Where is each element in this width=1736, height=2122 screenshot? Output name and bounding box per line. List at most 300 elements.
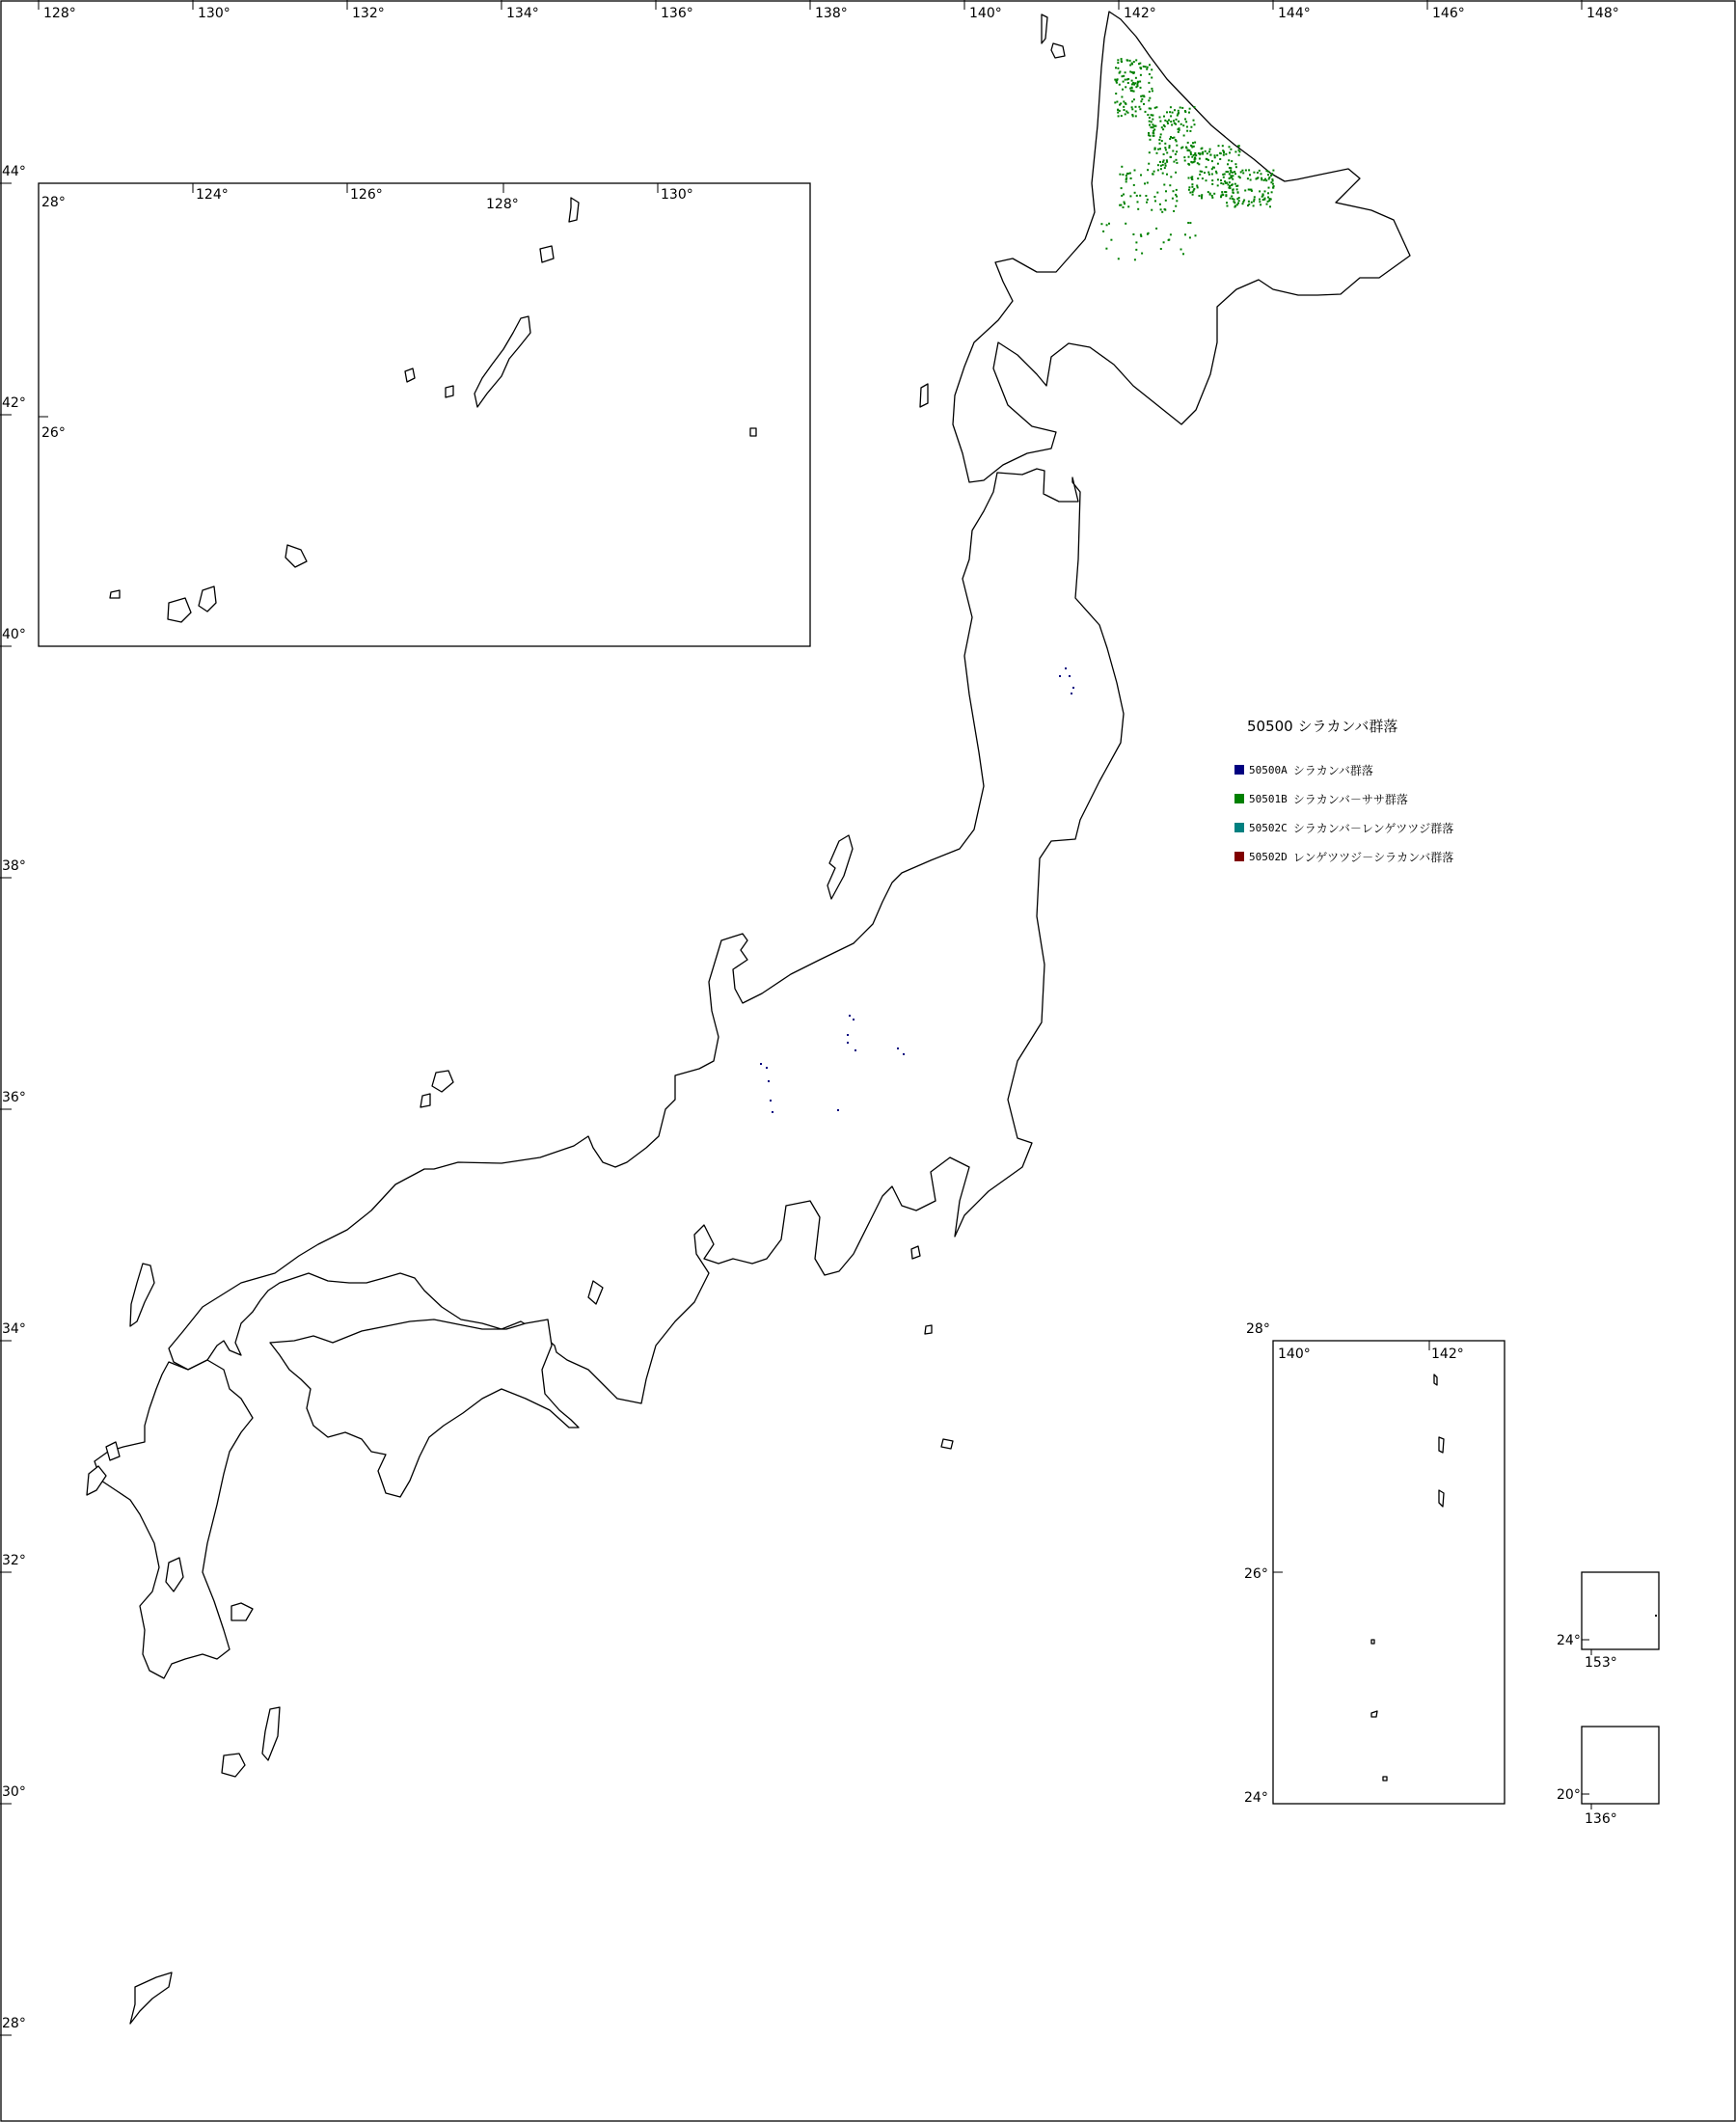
birch-sasa-community-point: [1200, 171, 1202, 173]
birch-sasa-community-point: [1102, 231, 1104, 232]
birch-sasa-community-point: [1146, 202, 1148, 204]
birch-sasa-community-point: [1119, 174, 1121, 176]
birch-sasa-community-point: [1207, 191, 1209, 193]
kyushu-outline: [95, 1360, 253, 1678]
birch-sasa-community-point: [1251, 202, 1253, 204]
birch-sasa-community-point: [1227, 163, 1229, 165]
birch-sasa-community-point: [1202, 177, 1204, 179]
hokkaido-outline: [953, 12, 1410, 482]
birch-sasa-community-point: [1190, 126, 1192, 128]
ogasawara-inset-lon-142-label: 142°: [1431, 1347, 1464, 1362]
birch-sasa-community-point: [1181, 107, 1183, 109]
birch-sasa-community-point: [1165, 200, 1167, 202]
birch-sasa-community-point: [1148, 99, 1150, 101]
birch-sasa-community-point: [1238, 150, 1240, 151]
birch-community-point: [768, 1080, 770, 1082]
birch-sasa-community-point: [1245, 170, 1247, 172]
birch-sasa-community-point: [1195, 234, 1197, 236]
birch-sasa-community-point: [1270, 199, 1272, 201]
legend-swatch: [1234, 794, 1244, 803]
birch-sasa-community-point: [1192, 194, 1194, 196]
birch-sasa-community-point: [1229, 146, 1231, 148]
birch-sasa-community-point: [1202, 151, 1204, 153]
birch-sasa-community-point: [1244, 190, 1246, 192]
birch-sasa-community-point: [1149, 107, 1151, 109]
birch-sasa-community-point: [1169, 145, 1171, 147]
birch-sasa-community-point: [1176, 159, 1178, 161]
legend-label: シラカンバ－レンゲツツジ群落: [1292, 821, 1454, 835]
birch-sasa-community-point: [1149, 121, 1151, 122]
birch-sasa-community-point: [1134, 170, 1136, 172]
birch-sasa-community-point: [1180, 107, 1181, 109]
birch-sasa-community-point: [1270, 175, 1272, 177]
birch-sasa-community-point: [1235, 166, 1237, 168]
birch-sasa-community-point: [1170, 106, 1172, 108]
legend-title: 50500 シラカンバ群落: [1247, 718, 1398, 735]
birch-sasa-community-point: [1166, 151, 1168, 153]
birch-community-point: [837, 1109, 839, 1111]
okinawa-inset-lat-28-label: 28°: [41, 195, 66, 210]
birch-sasa-community-point: [1261, 173, 1262, 175]
birch-sasa-community-point: [1253, 201, 1255, 203]
birch-sasa-community-point: [1157, 169, 1159, 171]
ogasawara-inset-frame: [1273, 1341, 1505, 1804]
birch-sasa-community-point: [1201, 197, 1203, 199]
birch-sasa-community-point: [1159, 117, 1161, 119]
birch-sasa-community-point: [1126, 178, 1127, 180]
birch-sasa-community-point: [1151, 77, 1153, 79]
birch-sasa-community-point: [1201, 148, 1203, 150]
birch-sasa-community-point: [1123, 100, 1125, 102]
birch-sasa-community-point: [1125, 86, 1126, 88]
birch-sasa-community-point: [1184, 119, 1186, 121]
birch-sasa-community-point: [1179, 129, 1180, 131]
tanegashima-island: [262, 1707, 280, 1760]
ogasawara-inset-lon-140-label: 140°: [1278, 1347, 1311, 1362]
birch-sasa-community-point: [1248, 204, 1250, 205]
birch-sasa-community-point: [1119, 104, 1121, 106]
birch-sasa-community-point: [1121, 166, 1123, 168]
birch-sasa-community-point: [1234, 163, 1236, 165]
birch-sasa-community-point: [1172, 112, 1174, 114]
amami-oshima-island: [130, 1972, 172, 2024]
longitude-label: 138°: [815, 6, 848, 21]
birch-sasa-community-point: [1160, 165, 1162, 167]
birch-sasa-community-point: [1211, 160, 1213, 162]
birch-sasa-community-point: [1261, 177, 1262, 179]
latitude-label: 34°: [2, 1321, 26, 1337]
birch-sasa-community-point: [1183, 135, 1185, 137]
shikoku-outline: [270, 1319, 579, 1497]
birch-sasa-community-point: [1197, 186, 1199, 188]
birch-sasa-community-point: [1214, 154, 1216, 156]
birch-sasa-community-point: [1145, 195, 1147, 197]
birch-sasa-community-point: [1170, 121, 1172, 122]
birch-sasa-community-point: [1189, 236, 1191, 238]
birch-sasa-community-point: [1259, 190, 1261, 192]
birch-sasa-community-point: [1234, 202, 1235, 204]
birch-sasa-community-point: [1211, 174, 1213, 176]
birch-sasa-community-point: [1238, 200, 1240, 202]
birch-sasa-community-point: [1152, 119, 1153, 121]
birch-community-point: [1072, 687, 1074, 689]
birch-sasa-community-point: [1257, 177, 1259, 179]
birch-sasa-community-point: [1117, 109, 1119, 111]
birch-sasa-community-point: [1151, 88, 1153, 90]
birch-sasa-community-point: [1186, 126, 1188, 128]
birch-community-point: [1065, 667, 1067, 669]
birch-sasa-community-point: [1223, 177, 1225, 178]
birch-sasa-community-point: [1268, 178, 1270, 180]
birch-sasa-community-point: [1189, 108, 1191, 110]
birch-sasa-community-point: [1209, 194, 1211, 196]
legend-item-50502c: [1234, 813, 1524, 842]
birch-sasa-community-point: [1133, 84, 1135, 86]
birch-sasa-community-point: [1170, 136, 1172, 138]
birch-sasa-community-point: [1125, 223, 1126, 225]
longitude-label: 142°: [1124, 6, 1156, 21]
birch-sasa-community-point: [1149, 91, 1151, 93]
longitude-label: 144°: [1278, 6, 1311, 21]
birch-sasa-community-point: [1151, 121, 1153, 122]
birch-sasa-community-point: [1165, 190, 1167, 192]
birch-sasa-community-point: [1266, 170, 1268, 172]
birch-sasa-community-point: [1122, 75, 1124, 77]
longitude-label: 132°: [352, 6, 385, 21]
birch-sasa-community-point: [1187, 163, 1189, 165]
latitude-label: 30°: [2, 1784, 26, 1800]
birch-sasa-community-point: [1168, 147, 1170, 149]
birch-sasa-community-point: [1155, 106, 1157, 108]
birch-sasa-community-point: [1176, 200, 1178, 202]
birch-sasa-community-point: [1193, 188, 1195, 190]
birch-sasa-community-point: [1199, 174, 1201, 176]
birch-sasa-community-point: [1173, 190, 1175, 192]
birch-sasa-community-point: [1178, 131, 1180, 133]
birch-sasa-community-point: [1176, 189, 1178, 191]
birch-sasa-community-point: [1137, 81, 1139, 83]
birch-sasa-community-point: [1127, 205, 1129, 207]
birch-sasa-community-point: [1225, 195, 1227, 197]
birch-sasa-community-point: [1147, 169, 1149, 171]
birch-sasa-community-point: [1247, 177, 1249, 179]
birch-sasa-community-point: [1265, 179, 1267, 181]
sado-island: [827, 835, 853, 899]
birch-sasa-community-point: [1161, 140, 1163, 142]
birch-sasa-community-point: [1135, 106, 1137, 108]
okinawa-inset-lon-130-label: 130°: [661, 187, 693, 203]
birch-sasa-community-point: [1163, 159, 1165, 161]
minamitorishima-inset: [1557, 1572, 1659, 1671]
birch-sasa-community-point: [1121, 115, 1123, 117]
okinawa-inset-lon-126-label: 126°: [350, 187, 383, 203]
birch-sasa-community-point: [1160, 208, 1162, 210]
birch-sasa-community-point: [1131, 108, 1133, 110]
birch-sasa-community-point: [1207, 158, 1208, 160]
birch-sasa-community-point: [1193, 154, 1195, 156]
birch-sasa-community-point: [1175, 205, 1177, 207]
ogasawara-inset-lat-26-label: 26°: [1244, 1566, 1268, 1582]
legend-swatch: [1234, 823, 1244, 832]
birch-sasa-community-point: [1237, 145, 1239, 147]
birch-sasa-community-point: [1187, 222, 1189, 224]
birch-sasa-community-point: [1187, 142, 1189, 144]
birch-sasa-community-point: [1159, 204, 1161, 205]
birch-sasa-community-point: [1129, 195, 1131, 197]
birch-sasa-community-point: [1164, 208, 1166, 210]
birch-sasa-community-point: [1143, 103, 1145, 105]
birch-sasa-community-point: [1222, 145, 1224, 147]
daito-islands: [750, 428, 756, 436]
birch-sasa-community-point: [1152, 90, 1153, 92]
birch-sasa-community-point: [1161, 211, 1163, 213]
birch-sasa-community-point: [1192, 142, 1194, 144]
birch-sasa-community-point: [1228, 187, 1230, 189]
birch-sasa-community-point: [1229, 177, 1231, 179]
birch-sasa-community-point: [1176, 150, 1178, 152]
honshu-outline: [169, 469, 1124, 1403]
birch-sasa-community-point: [1139, 108, 1141, 110]
birch-sasa-community-point: [1130, 177, 1132, 179]
birch-sasa-community-point: [1232, 189, 1234, 191]
birch-sasa-community-point: [1230, 198, 1232, 200]
ogasawara-inset: [1244, 1321, 1505, 1806]
birch-sasa-community-point: [1145, 66, 1147, 68]
okinotorishima-inset-frame: [1582, 1727, 1659, 1804]
tsushima-island: [130, 1264, 154, 1326]
birch-sasa-community-point: [1190, 145, 1192, 147]
okinawa-inset-lat-26-label: 26°: [41, 425, 66, 441]
birch-sasa-community-point: [1191, 183, 1193, 185]
birch-sasa-community-point: [1253, 172, 1255, 174]
birch-sasa-community-point: [1137, 208, 1139, 210]
birch-sasa-community-point: [1254, 199, 1256, 201]
birch-sasa-community-point: [1234, 199, 1235, 201]
birch-sasa-community-point: [1167, 122, 1169, 124]
birch-sasa-community-point: [1197, 162, 1199, 164]
birch-sasa-community-point: [1254, 196, 1256, 198]
birch-sasa-community-point: [1135, 77, 1137, 79]
birch-sasa-community-point: [1187, 150, 1189, 151]
birch-sasa-community-point: [1147, 199, 1149, 201]
birch-sasa-community-point: [1206, 179, 1207, 181]
birch-sasa-community-point: [1259, 170, 1261, 172]
okinawa-inset-lon-124-label: 124°: [196, 187, 229, 203]
birch-sasa-community-point: [1131, 90, 1133, 92]
birch-sasa-community-point: [1148, 163, 1150, 165]
birch-sasa-community-point: [1138, 63, 1140, 65]
birch-sasa-community-point: [1267, 197, 1269, 199]
birch-sasa-community-point: [1225, 153, 1227, 155]
birch-sasa-community-point: [1230, 172, 1232, 174]
birch-sasa-community-point: [1175, 123, 1177, 125]
birch-sasa-community-point: [1166, 111, 1168, 113]
longitude-label: 146°: [1432, 6, 1465, 21]
birch-community-point: [897, 1047, 899, 1049]
birch-sasa-community-point: [1184, 160, 1186, 162]
birch-sasa-community-point: [1229, 173, 1231, 175]
birch-sasa-community-point: [1100, 223, 1102, 225]
birch-sasa-community-point: [1147, 182, 1149, 184]
birch-sasa-community-point: [1191, 186, 1193, 188]
birch-sasa-community-point: [1135, 249, 1137, 251]
birch-sasa-community-point: [1170, 156, 1172, 158]
legend-swatch: [1234, 852, 1244, 861]
birch-sasa-community-point: [1202, 153, 1204, 155]
birch-sasa-community-point: [1164, 120, 1166, 122]
birch-sasa-community-point: [1194, 160, 1196, 162]
birch-sasa-community-point: [1133, 98, 1135, 100]
birch-sasa-community-point: [1250, 179, 1252, 181]
birch-sasa-community-point: [1182, 124, 1184, 126]
birch-sasa-community-point: [1234, 173, 1236, 175]
birch-sasa-community-point: [1242, 201, 1244, 203]
mukojima-island: [1434, 1374, 1437, 1385]
birch-community-point: [770, 1100, 772, 1102]
birch-sasa-community-point: [1271, 191, 1273, 193]
map-legend: [1234, 716, 1524, 871]
birch-sasa-community-point: [1149, 124, 1151, 126]
birch-sasa-community-point: [1160, 248, 1162, 250]
birch-sasa-community-point: [1193, 146, 1195, 148]
okinawa-inset-frame: [39, 183, 810, 646]
birch-sasa-community-point: [1221, 191, 1223, 193]
birch-sasa-community-point: [1116, 101, 1118, 103]
birch-sasa-community-point: [1133, 184, 1135, 186]
birch-sasa-community-point: [1110, 239, 1112, 241]
birch-sasa-community-point: [1121, 187, 1123, 189]
kerama-islands: [446, 386, 453, 397]
birch-sasa-community-point: [1236, 198, 1238, 200]
birch-sasa-community-point: [1126, 175, 1127, 177]
birch-sasa-community-point: [1159, 161, 1161, 163]
minamitorishima-island: [1655, 1615, 1657, 1617]
birch-sasa-community-point: [1144, 182, 1146, 184]
birch-sasa-community-point: [1164, 167, 1166, 169]
birch-sasa-community-point: [1188, 186, 1190, 188]
birch-sasa-community-point: [1115, 80, 1117, 82]
latitude-label: 42°: [2, 395, 26, 411]
latitude-label: 38°: [2, 858, 26, 874]
legend-item-50502d: [1234, 842, 1524, 871]
legend-item-50501b: [1234, 784, 1524, 813]
birch-sasa-community-point: [1134, 258, 1136, 260]
birch-sasa-community-point: [1186, 130, 1188, 132]
birch-sasa-community-point: [1123, 106, 1125, 108]
birch-sasa-community-point: [1114, 101, 1116, 103]
birch-sasa-community-point: [1216, 154, 1218, 156]
birch-sasa-community-point: [1123, 194, 1125, 196]
birch-sasa-community-point: [1190, 151, 1192, 153]
birch-sasa-community-point: [1140, 68, 1142, 69]
miyake-island: [925, 1325, 932, 1334]
birch-sasa-community-point: [1166, 159, 1168, 161]
birch-sasa-community-point: [1121, 58, 1123, 60]
birch-sasa-community-point: [1137, 201, 1139, 203]
birch-sasa-community-point: [1135, 115, 1137, 117]
longitude-label: 148°: [1587, 6, 1619, 21]
birch-sasa-community-point: [1204, 172, 1206, 174]
latitude-label: 44°: [2, 164, 26, 179]
birch-sasa-community-point: [1135, 59, 1137, 61]
birch-sasa-community-point: [1149, 135, 1151, 137]
birch-sasa-community-point: [1135, 110, 1137, 112]
birch-community-point: [766, 1067, 768, 1069]
birch-sasa-community-point: [1176, 145, 1178, 147]
birch-sasa-community-point: [1175, 172, 1177, 174]
birch-sasa-community-point: [1122, 174, 1124, 176]
birch-sasa-community-point: [1242, 203, 1244, 204]
birch-sasa-community-point: [1185, 147, 1187, 149]
birch-sasa-community-point: [1270, 181, 1272, 183]
oki-islands: [420, 1071, 453, 1107]
birch-sasa-community-point: [1147, 233, 1149, 235]
birch-sasa-community-point: [1121, 60, 1123, 62]
birch-sasa-community-point: [1189, 130, 1191, 132]
birch-sasa-community-point: [1125, 113, 1126, 115]
birch-sasa-community-point: [1129, 60, 1131, 62]
birch-sasa-community-point: [1189, 222, 1191, 224]
birch-sasa-community-point: [1124, 202, 1126, 204]
birch-sasa-community-point: [1208, 150, 1210, 152]
birch-sasa-community-point: [1271, 178, 1273, 180]
minami-iwo-jima-island: [1383, 1777, 1387, 1781]
birch-sasa-community-point: [1159, 148, 1161, 150]
birch-sasa-community-point: [1184, 111, 1186, 113]
birch-sasa-community-point: [1222, 174, 1224, 176]
birch-sasa-community-point: [1134, 192, 1136, 194]
longitude-label: 134°: [506, 6, 539, 21]
birch-sasa-community-point: [1117, 68, 1119, 69]
birch-sasa-community-point: [1178, 110, 1180, 112]
birch-sasa-community-point: [1158, 139, 1160, 141]
birch-sasa-community-point: [1125, 71, 1126, 73]
longitude-label: 130°: [198, 6, 231, 21]
birch-community-point: [1069, 675, 1071, 677]
birch-sasa-community-point: [1176, 196, 1178, 198]
birch-sasa-community-point: [1132, 115, 1134, 117]
birch-sasa-community-point: [1232, 172, 1234, 174]
birch-sasa-community-point: [1137, 85, 1139, 87]
birch-sasa-community-point: [1148, 82, 1150, 84]
birch-sasa-community-point: [1230, 177, 1232, 178]
birch-sasa-community-point: [1146, 68, 1148, 70]
birch-sasa-community-point: [1211, 183, 1213, 185]
birch-sasa-community-point: [1272, 170, 1274, 172]
birch-community-point: [760, 1063, 762, 1065]
birch-sasa-community-point: [1206, 166, 1207, 168]
longitude-label: 136°: [661, 6, 693, 21]
birch-sasa-community-point: [1193, 120, 1195, 122]
birch-sasa-community-point: [1222, 194, 1224, 196]
birch-sasa-community-point: [1115, 93, 1117, 95]
birch-sasa-community-point: [1122, 89, 1124, 91]
birch-sasa-community-point: [1129, 88, 1131, 90]
birch-sasa-community-point: [1131, 63, 1133, 65]
birch-sasa-community-point: [1156, 152, 1158, 154]
birch-sasa-community-point: [1219, 152, 1221, 154]
birch-sasa-community-point: [1217, 163, 1219, 165]
birch-sasa-community-point: [1226, 171, 1228, 173]
birch-sasa-community-point: [1147, 114, 1149, 116]
longitude-label: 140°: [969, 6, 1002, 21]
birch-sasa-community-point: [1164, 163, 1166, 165]
longitude-label: 128°: [43, 6, 76, 21]
birch-sasa-community-point: [1162, 173, 1164, 175]
birch-sasa-community-point: [1181, 147, 1183, 149]
birch-community-point: [847, 1042, 849, 1044]
birch-community-point: [853, 1019, 854, 1020]
